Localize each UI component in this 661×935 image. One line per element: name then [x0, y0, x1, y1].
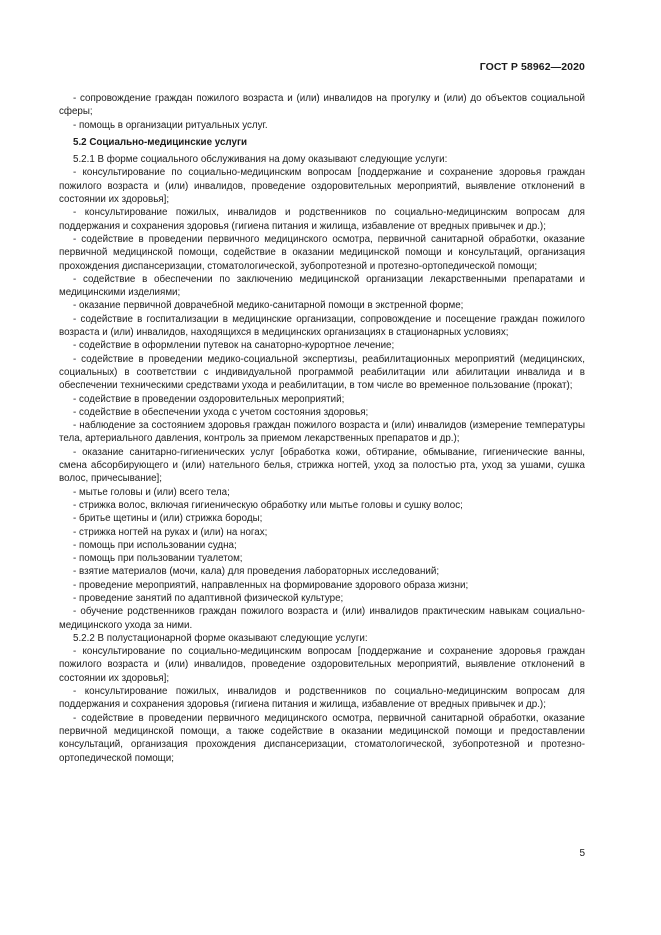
paragraph: - содействие в оформлении путевок на санаторно-курортное лечение; [73, 340, 395, 352]
paragraph: - взятие материалов (мочи, кала) для проведения лабораторных исследований; [73, 566, 440, 578]
paragraph: - мытье головы и (или) всего тела; [73, 486, 230, 498]
paragraph: - помощь при использовании судна; [73, 539, 237, 551]
paragraph: - бритье щетины и (или) стрижка бороды; [73, 513, 263, 525]
paragraph: - консультирование по социально-медицинским вопросам [поддержание и сохранение здоровья граждан пожилого возраста и (или) инвалидов, проведение оздоровительных мероприятий, выявление отклонений в состоянии их здоровья]; [59, 167, 585, 206]
paragraph: - содействие в проведении первичного медицинского осмотра, первичной санитарной обработки, оказание первичной медицинской помощи, содействие в оказании медицинской помощи и консультаций, организация прохождения диспансеризации, стоматологической, зубопротезной и протезно-ортопедической помощи; [59, 233, 585, 272]
standard-number: ГОСТ Р 58962—2020 [479, 61, 585, 73]
page-number: 5 [579, 848, 585, 859]
paragraph: - оказание санитарно-гигиенических услуг [обработка кожи, обтирание, обмывание, гигиенические ванны, смена абсорбирующего и (или) нательного белья, стрижка ногтей, уход за полостью рта, уход за ушами, сушка волос, причесывание]; [59, 446, 585, 485]
paragraph: - наблюдение за состоянием здоровья граждан пожилого возраста и (или) инвалидов (измерение температуры тела, артериального давления, контроль за приемом лекарственных препаратов и др.); [59, 420, 585, 445]
paragraph: - стрижка ногтей на руках и (или) на ногах; [73, 526, 268, 538]
section-title: 5.2 Социально-медицинские услуги [73, 136, 248, 148]
paragraph: - содействие в обеспечении по заключению медицинской организации лекарственными препаратами и медицинскими изделиями; [59, 273, 585, 299]
document-body [59, 92, 585, 765]
paragraph: - консультирование пожилых, инвалидов и родственников по социально-медицинским вопросам для поддержания и сохранения здоровья (гигиена питания и жилища, избавление от вредных привычек и др.); [59, 207, 585, 232]
paragraph: - содействие в проведении медико-социальной экспертизы, реабилитационных мероприятий (медицинских, социальных) в соответствии с индивидуальной программой реабилитации или абилитации инвалида и в обеспечении техническими средствами ухода и реабилитации, в том числе во временное пользование (прокат); [59, 353, 585, 392]
paragraph: - содействие в проведении оздоровительных мероприятий; [73, 393, 345, 405]
paragraph: - консультирование по социально-медицинским вопросам [поддержание и сохранение здоровья граждан пожилого возраста и (или) инвалидов, проведение оздоровительных мероприятий, выявление отклонений в состоянии их здоровья]; [59, 646, 585, 684]
paragraph: - консультирование пожилых, инвалидов и родственников по социально-медицинским вопросам для поддержания и сохранения здоровья (гигиена питания и жилища, избавление от вредных привычек и др.); [59, 686, 585, 711]
paragraph: - содействие в обеспечении ухода с учетом состояния здоровья; [73, 406, 369, 418]
paragraph: - стрижка волос, включая гигиеническую обработку или мытье головы и сушку волос; [73, 499, 463, 511]
paragraph: - содействие в госпитализации в медицинские организации, сопровождение и посещение граждан пожилого возраста и (или) инвалидов, находящихся в медицинских организациях в стационарных условиях; [59, 313, 585, 339]
paragraph: - помощь при пользовании туалетом; [73, 553, 243, 565]
paragraph: 5.2.2 В полустационарной форме оказывают следующие услуги: [73, 632, 368, 644]
paragraph: - проведение занятий по адаптивной физической культуре; [73, 592, 344, 604]
paragraph: - проведение мероприятий, направленных на формирование здорового образа жизни; [73, 579, 469, 591]
paragraph: - оказание первичной доврачебной медико-санитарной помощи в экстренной форме; [73, 300, 464, 312]
paragraph: - содействие в проведении первичного медицинского осмотра, первичной санитарной обработки, оказание первичной медицинской помощи, а также содействие в оказании медицинской помощи и предоставлении консультаций, организация прохождения диспансеризации, стоматологической, зубопротезной и протезно-ортопедической помощи; [59, 712, 585, 764]
paragraph: - обучение родственников граждан пожилого возраста и (или) инвалидов практическим навыкам социально-медицинского ухода за ними. [59, 606, 585, 631]
paragraph: 5.2.1 В форме социального обслуживания на дому оказывают следующие услуги: [73, 154, 448, 166]
paragraph: - сопровождение граждан пожилого возраста и (или) инвалидов на прогулку и (или) до объектов социальной сферы; [59, 93, 585, 118]
paragraph: - помощь в организации ритуальных услуг. [73, 119, 268, 131]
